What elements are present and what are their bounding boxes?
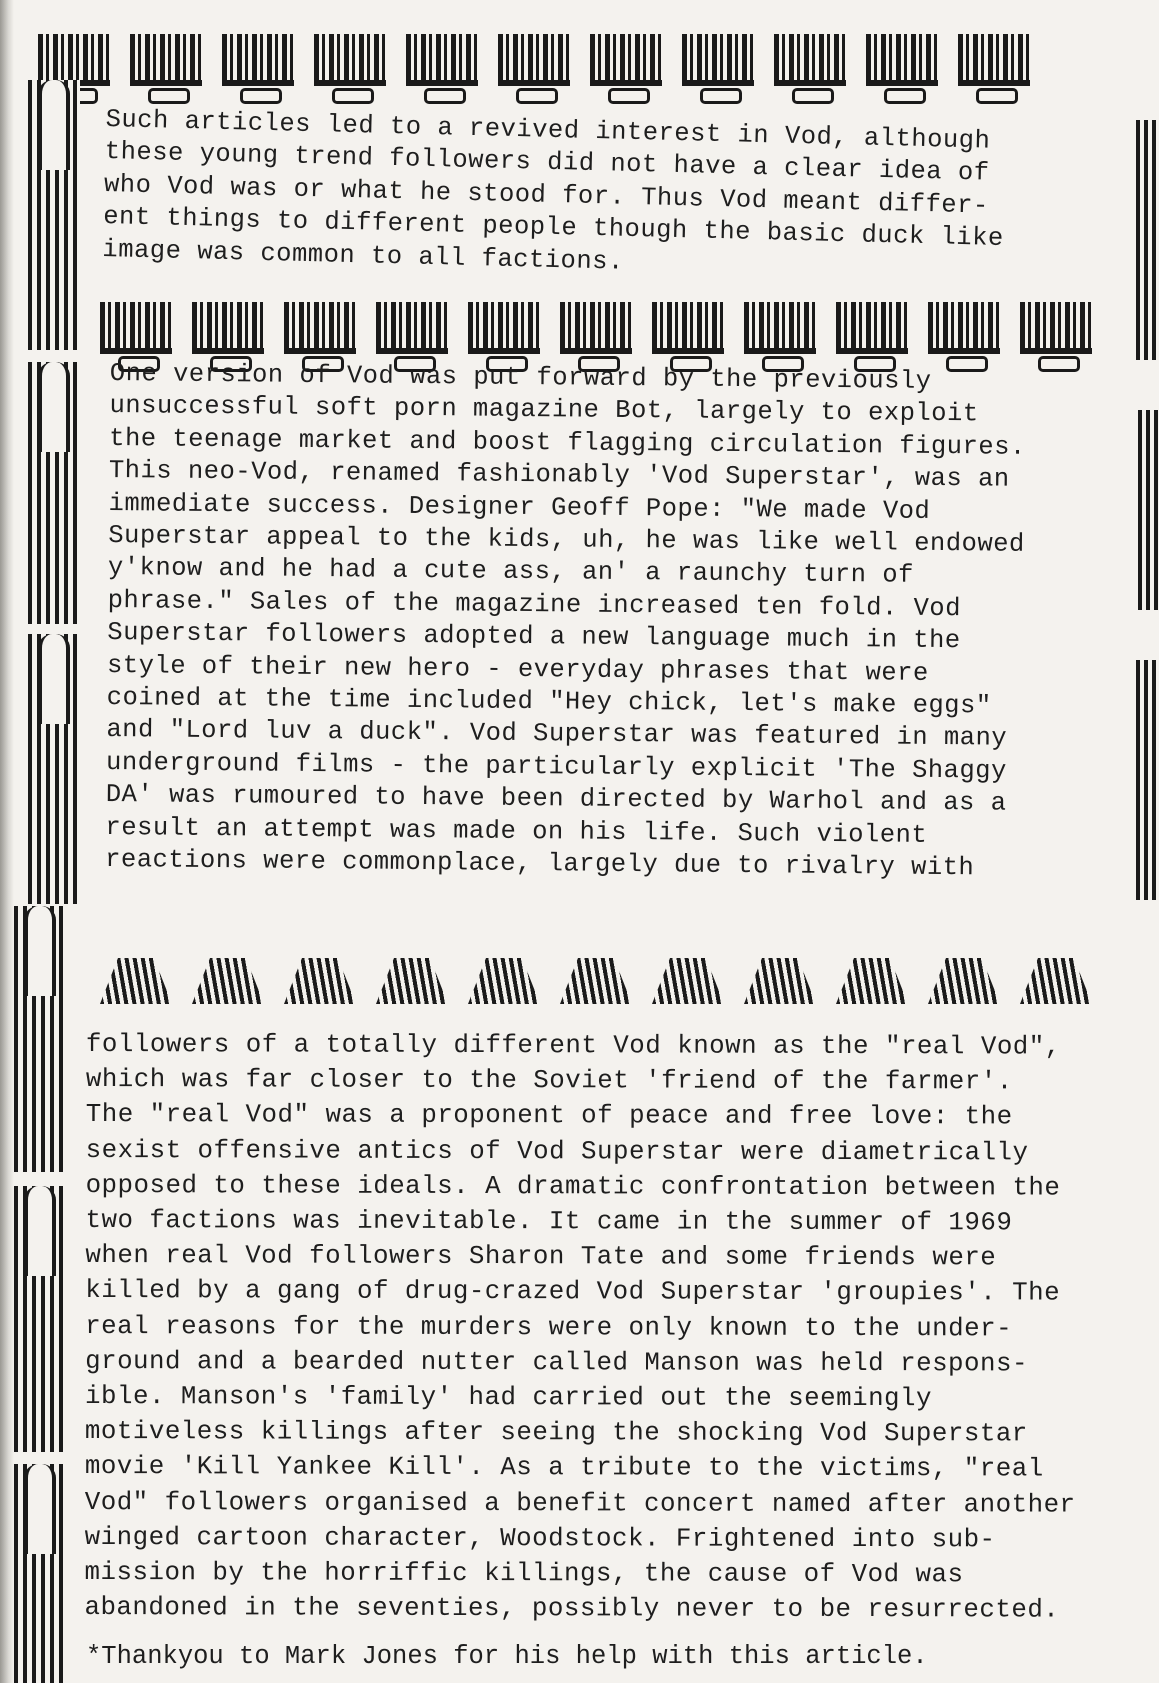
bottle-stamp-icon	[372, 958, 452, 1016]
bottle-stamp-icon	[770, 34, 850, 92]
bottle-stamp-icon	[310, 34, 390, 92]
bottle-stamp-icon	[188, 302, 268, 360]
bottle-stamp-icon	[188, 958, 268, 1016]
bottle-column-left-1	[28, 80, 80, 350]
bottle-stamp-icon	[372, 302, 452, 360]
bottle-border-lower	[96, 958, 1108, 1016]
bottle-column-left-2	[28, 362, 80, 624]
bottle-stamp-icon	[862, 34, 942, 92]
paragraph-vod-superstar: One version of Vod was put forward by the previously unsuccessful soft porn magazine Bot, largely to exploit the teenage market and boost flagging circulation figures. This neo-Vod, renamed fashionably 'Vod Superstar', was an immediate success. Designer Geoff Pope: "We made Vod Superstar appeal to the kids, uh, he was like well endowed y'know and he had a cute ass, an' a raunchy turn of phrase." Sales of the magazine increased ten fold. Vod Superstar followers adopted a new language much in the style of their new hero - everyday phrases that were coined at the time included "Hey chick, let's make eggs" and "Lord luv a duck". Vod Superstar was featured in many underground films - the particularly explicit 'The Shaggy DA' was rumoured to have been directed by Warhol and as a result an attempt was made on his life. Such violent reactions were commonplace, largely due to rivalry with	[105, 358, 1026, 883]
page-binding-edge	[0, 0, 14, 1683]
bottle-stamp-icon	[648, 302, 728, 360]
bottle-stamp-icon	[924, 302, 1004, 360]
bottle-stamp-icon	[1016, 958, 1096, 1016]
bottle-stamp-icon	[924, 958, 1004, 1016]
bottle-column-left-5	[14, 1186, 66, 1452]
bottle-column-right-3	[1136, 660, 1159, 900]
bottle-column-left-6	[14, 1464, 66, 1683]
bottle-border-middle	[96, 302, 1108, 360]
bottle-stamp-icon	[126, 34, 206, 92]
bottle-stamp-icon	[1016, 302, 1096, 360]
bottle-column-right-1	[1136, 120, 1159, 360]
paragraph-real-vod: followers of a totally different Vod known as the "real Vod", which was far closer to the Soviet 'friend of the farmer'. The "real Vod" was a proponent of peace and free love: the sexist offensive antics of Vod Superstar were diametrically opposed to these ideals. A dramatic confrontation between the two factions was inevitable. It came in the summer of 1969 when real Vod followers Sharon Tate and some friends were killed by a gang of drug-crazed Vod Superstar 'groupies'. The real reasons for the murders were only known to the under- ground and a bearded nutter called Manson was held respons- ible. Manson's 'family' had carried out the seemingly motiveless killings after seeing the shocking Vod Superstar movie 'Kill Yankee Kill'. As a tribute to the victims, "real Vod" followers organised a benefit concert named after another winged cartoon character, Woodstock. Frightened into sub- mission by the horriffic killings, the cause of Vod was abandoned in the seventies, possibly never to be resurrected.	[84, 1030, 1076, 1625]
bottle-stamp-icon	[464, 302, 544, 360]
bottle-stamp-icon	[740, 302, 820, 360]
bottle-stamp-icon	[586, 34, 666, 92]
bottle-stamp-icon	[556, 958, 636, 1016]
bottle-stamp-icon	[556, 302, 636, 360]
bottle-stamp-icon	[218, 34, 298, 92]
bottle-stamp-icon	[280, 958, 360, 1016]
bottle-stamp-icon	[464, 958, 544, 1016]
footnote: *Thankyou to Mark Jones for his help with this article.	[86, 1642, 928, 1671]
bottle-column-left-3	[28, 634, 80, 904]
bottle-column-left-4	[14, 906, 66, 1172]
bottle-stamp-icon	[832, 958, 912, 1016]
bottle-stamp-icon	[280, 302, 360, 360]
bottle-stamp-icon	[954, 34, 1034, 92]
bottle-border-top	[34, 34, 1046, 92]
bottle-stamp-icon	[402, 34, 482, 92]
bottle-stamp-icon	[678, 34, 758, 92]
bottle-column-right-2	[1138, 410, 1159, 610]
bottle-stamp-icon	[648, 958, 728, 1016]
bottle-stamp-icon	[96, 958, 176, 1016]
bottle-stamp-icon	[494, 34, 574, 92]
bottle-stamp-icon	[96, 302, 176, 360]
paragraph-intro: Such articles led to a revived interest in Vod, although these young trend followers did not have a clear idea of who Vod was or what he stood for. Thus Vod meant differ- ent things to different people though the basic duck like image was common to all factions.	[102, 104, 1005, 277]
bottle-stamp-icon	[740, 958, 820, 1016]
bottle-stamp-icon	[832, 302, 912, 360]
